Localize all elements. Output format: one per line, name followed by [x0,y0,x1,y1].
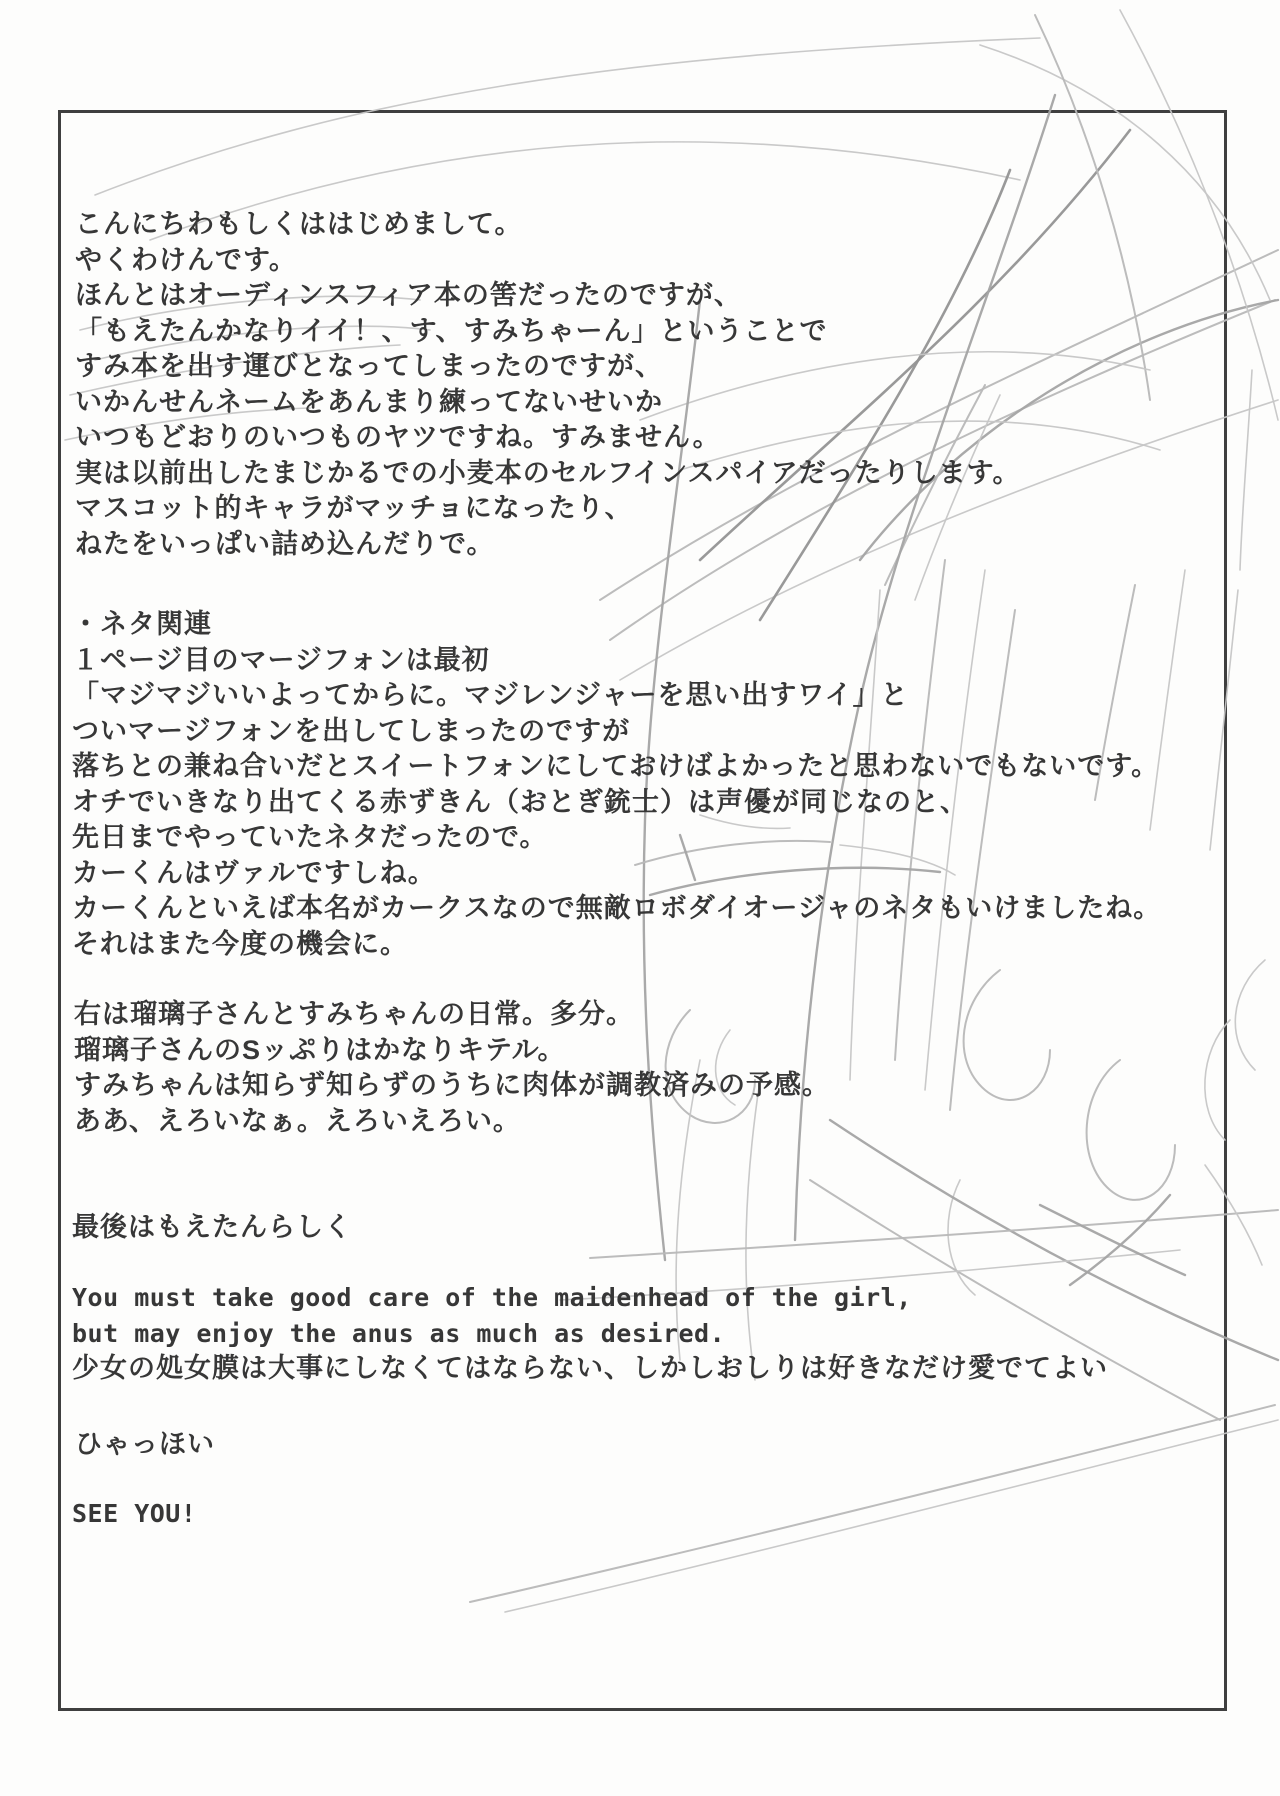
text-line: やくわけんです。 [75,244,297,275]
text-line: ついマージフォンを出してしまったのですが [72,715,631,746]
text-line: それはまた今度の機会に。 [72,928,408,959]
afterword-neta-section [72,607,1161,962]
text-line: ああ、えろいなぁ。えろいえろい。 [74,1105,521,1136]
text-line: SEE YOU! [72,1499,197,1528]
text-line: いかんせんネームをあんまり練ってないせいか [75,386,663,417]
text-line: 「マジマジいいよってからに。マジレンジャーを思い出すワイ」と [72,680,909,710]
text-line: マスコット的キャラがマッチョになったり、 [75,493,633,523]
text-line: カーくんといえば本名がカークスなので無敵ロボダイオージャのネタもいけましたね。 [72,893,1162,923]
text-line: １ページ目のマージフォンは最初 [72,644,490,675]
text-line: オチでいきなり出てくる赤ずきん（おとぎ銃士）は声優が同じなのと、 [72,786,968,817]
text-line: 先日までやっていたネタだったので。 [72,822,548,852]
text-line: カーくんはヴァルですしね。 [72,857,436,888]
afterword-daily-comment [74,997,830,1139]
text-line: ほんとはオーディンスフィア本の筈だったのですが、 [75,280,742,310]
moetan-quote [72,1280,1108,1387]
text-line: すみ本を出す運びとなってしまったのですが、 [75,351,663,381]
text-line: 最後はもえたんらしく [72,1212,352,1242]
text-line: こんにちわもしくははじめまして。 [75,209,523,239]
text-line: すみちゃんは知らず知らずのうちに肉体が調教済みの予感。 [74,1070,830,1100]
text-line: いつもどおりのいつものヤツですね。すみません。 [75,422,721,452]
quote-japanese-line: 少女の処女膜は大事にしなくてはならない、しかしおしりは好きなだけ愛でてよい [72,1353,1108,1383]
text-line: 瑠璃子さんのSッぷりはかなりキテル。 [74,1034,566,1065]
text-line: 右は瑠璃子さんとすみちゃんの日常。多分。 [74,999,634,1029]
text-line: 落ちとの兼ね合いだとスイートフォンにしておけばよかったと思わないでもないです。 [72,751,1160,781]
text-line: ひゃっほい [75,1429,215,1459]
text-line: ねたをいっぱい詰め込んだりで。 [75,528,495,559]
section-heading: ・ネタ関連 [72,609,212,639]
afterword-cheer [75,1427,215,1463]
afterword-sign-off [72,1496,196,1532]
text-line: 実は以前出したまじかるでの小麦本のセルフインスパイアだったりします。 [75,457,1021,488]
quote-english-line: You must take good care of the maidenhead of the girl, [72,1283,912,1312]
afterword-intro [75,207,1021,562]
quote-english-line: but may enjoy the anus as much as desired. [72,1318,726,1348]
text-line: 「もえたんかなりイイ！、す、すみちゃーん」ということで [75,315,828,346]
afterword-closing-lead [72,1210,352,1246]
